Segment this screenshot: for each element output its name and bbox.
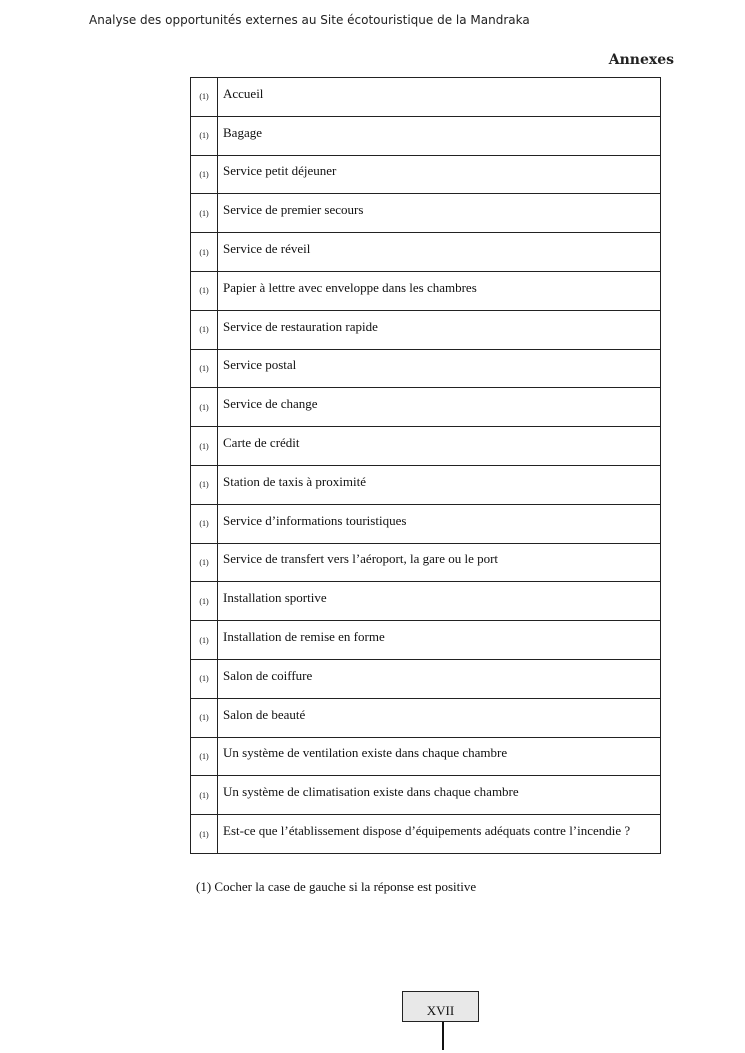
checklist-row [191,659,661,698]
check-box-cell[interactable]: (1) [191,194,218,233]
checklist-item-label: Service postal [218,349,661,388]
checklist-row [191,78,661,117]
checklist-row [191,349,661,388]
checklist-row [191,427,661,466]
checklist-row [191,116,661,155]
check-box-cell[interactable]: (1) [191,233,218,272]
checklist-item-label: Installation de remise en forme [218,621,661,660]
check-box-cell[interactable]: (1) [191,737,218,776]
checklist-item-label: Service de transfert vers l’aéroport, la gare ou le port [218,543,661,582]
checklist-row [191,815,661,854]
check-box-cell[interactable]: (1) [191,543,218,582]
checklist-item-label: Station de taxis à proximité [218,465,661,504]
checklist-item-label: Salon de beauté [218,698,661,737]
checklist-row [191,621,661,660]
check-box-cell[interactable]: (1) [191,815,218,854]
checklist-row [191,698,661,737]
page-number: XVII [402,991,479,1022]
checklist-row [191,155,661,194]
check-box-cell[interactable]: (1) [191,388,218,427]
check-box-cell[interactable]: (1) [191,310,218,349]
checklist-row [191,776,661,815]
checklist-row [191,233,661,272]
checklist-row [191,543,661,582]
check-box-cell[interactable]: (1) [191,155,218,194]
checklist-item-label: Service de change [218,388,661,427]
checklist-item-label: Service de premier secours [218,194,661,233]
checklist-item-label: Service de réveil [218,233,661,272]
check-box-cell[interactable]: (1) [191,78,218,117]
checklist-table [190,77,661,854]
checklist-row [191,271,661,310]
checklist-item-label: Service petit déjeuner [218,155,661,194]
check-box-cell[interactable]: (1) [191,349,218,388]
check-box-cell[interactable]: (1) [191,504,218,543]
checklist-item-label: Un système de ventilation existe dans chaque chambre [218,737,661,776]
check-box-cell[interactable]: (1) [191,271,218,310]
checklist-row [191,465,661,504]
checklist-item-label: Un système de climatisation existe dans chaque chambre [218,776,661,815]
running-header: Analyse des opportunités externes au Site écotouristique de la Mandraka [89,13,530,27]
check-box-cell[interactable]: (1) [191,427,218,466]
checklist-item-label: Service de restauration rapide [218,310,661,349]
checklist-item-label: Papier à lettre avec enveloppe dans les chambres [218,271,661,310]
checklist-row [191,388,661,427]
check-box-cell[interactable]: (1) [191,659,218,698]
checklist-row [191,582,661,621]
footnote: (1) Cocher la case de gauche si la réponse est positive [196,879,477,894]
check-box-cell[interactable]: (1) [191,621,218,660]
checklist-row [191,504,661,543]
check-box-cell[interactable]: (1) [191,582,218,621]
check-box-cell[interactable]: (1) [191,698,218,737]
checklist-item-label: Service d’informations touristiques [218,504,661,543]
checklist-row [191,737,661,776]
checklist-item-label: Installation sportive [218,582,661,621]
checklist-item-label: Carte de crédit [218,427,661,466]
check-box-cell[interactable]: (1) [191,465,218,504]
checklist-item-label: Salon de coiffure [218,659,661,698]
section-label: Annexes [608,52,674,68]
checklist-item-label: Bagage [218,116,661,155]
check-box-cell[interactable]: (1) [191,776,218,815]
checklist-row [191,310,661,349]
check-box-cell[interactable]: (1) [191,116,218,155]
checklist-row [191,194,661,233]
checklist-item-label: Accueil [218,78,661,117]
page-number-stem [442,1022,444,1050]
checklist-item-label: Est-ce que l’établissement dispose d’équipements adéquats contre l’incendie ? [218,815,661,854]
